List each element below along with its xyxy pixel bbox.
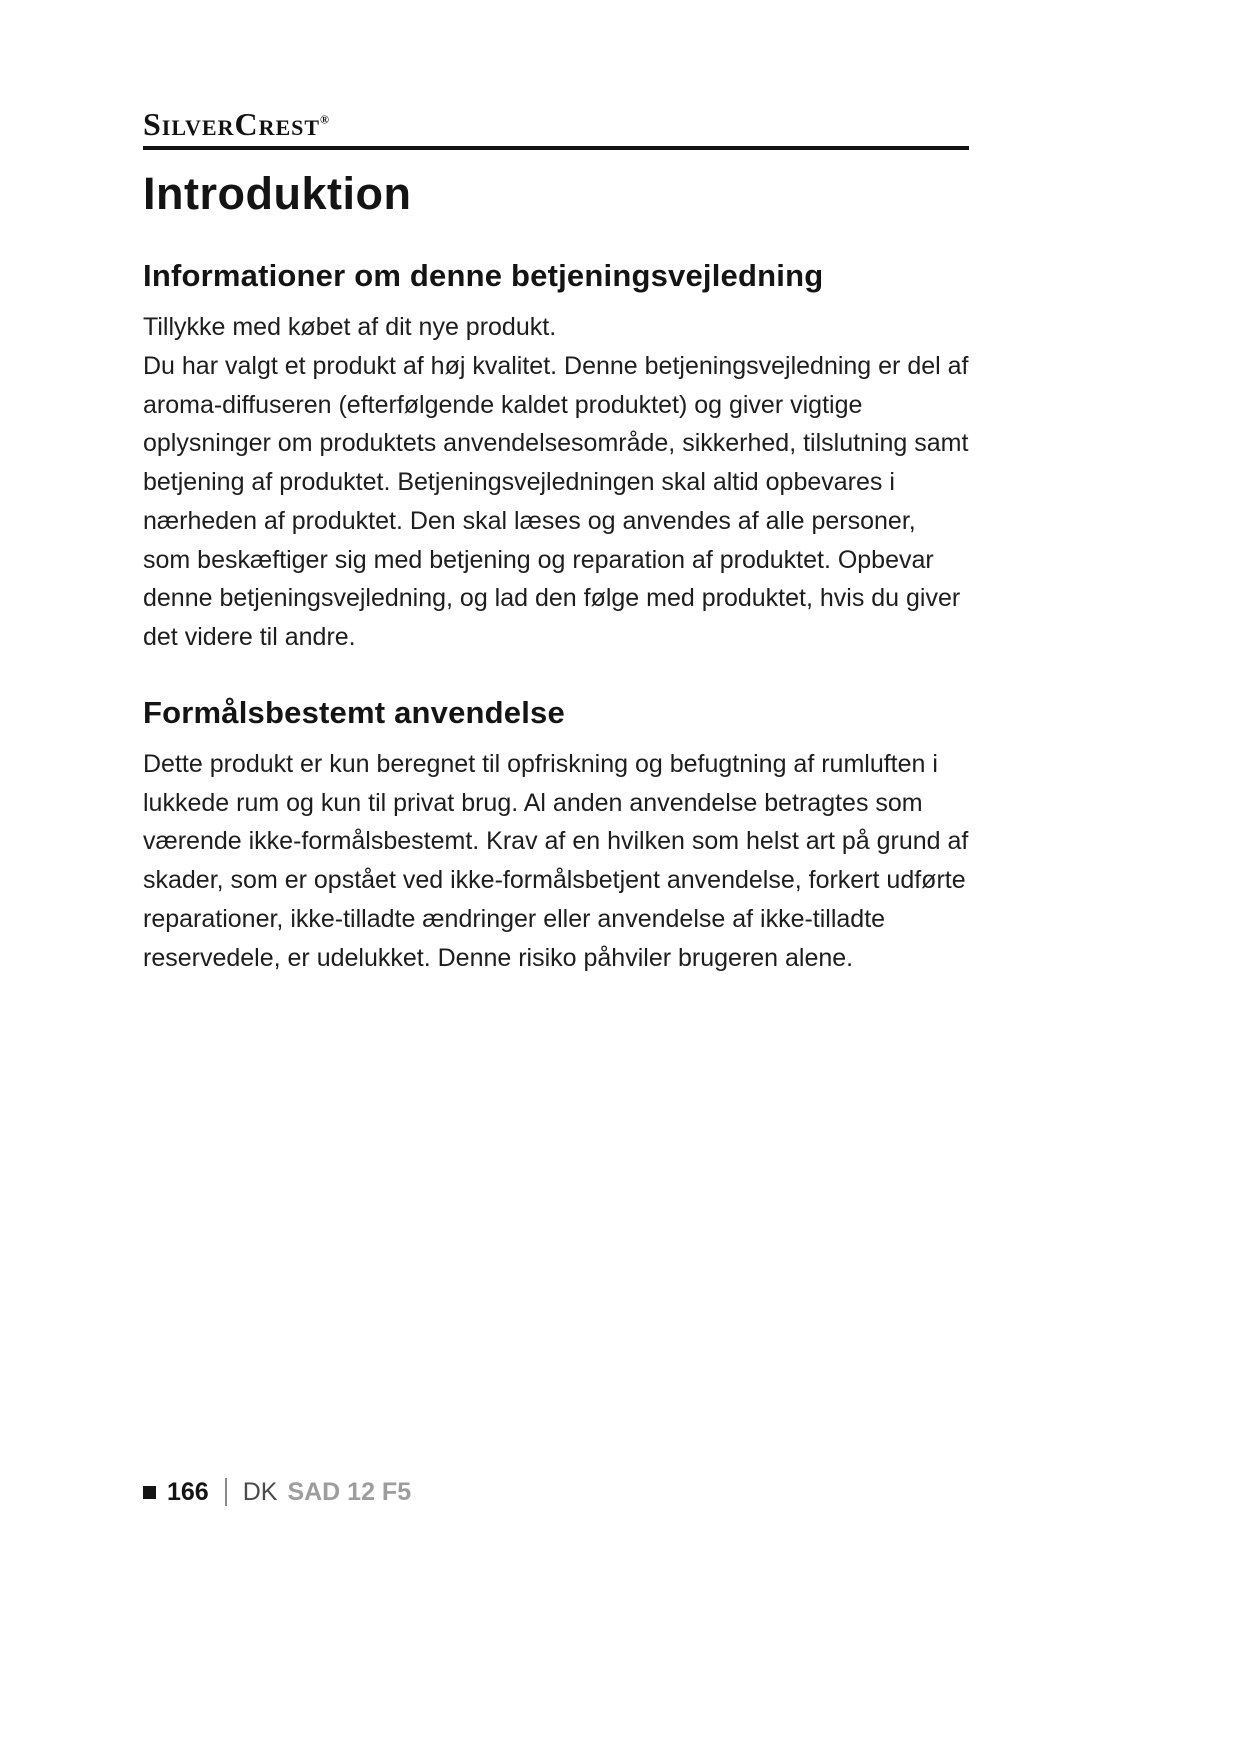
section-introduction-info <box>143 258 969 657</box>
model-number: SAD 12 F5 <box>287 1477 412 1506</box>
section-heading: Informationer om denne betjeningsvejledning <box>143 258 824 293</box>
registered-trademark-icon: ® <box>320 112 330 127</box>
header-rule <box>143 146 969 150</box>
paragraph: Du har valgt et produkt af høj kvalitet. Denne betjeningsvejledning er del af aroma-diffuseren (efterfølgende kaldet produktet) og giver vigtige oplysninger om produktets anvendelsesområde, sikkerhed, tilslutning samt betjening af produktet. Betjeningsvejledningen skal altid opbevares i nærheden af produktet. Den skal læses og anvendes af alle personer, som beskæftiger sig med betjening og reparation af produktet. Opbevar denne betjeningsvejledning, og lad den følge med produktet, hvis du giver det videre til andre. <box>143 351 969 651</box>
page-title: Introduktion <box>143 168 412 219</box>
section-intended-use <box>143 695 969 978</box>
footer-divider <box>225 1478 227 1506</box>
brand-logo-text: SilverCrest <box>143 106 321 142</box>
section-heading: Formålsbestemt anvendelse <box>143 694 565 730</box>
page-number: 166 <box>167 1477 209 1506</box>
paragraph: Dette produkt er kun beregnet til opfriskning og befugtning af rumluften i lukkede rum og kun til privat brug. Al anden anvendelse betragtes som værende ikke-formålsbestemt. Krav af en hvilken som helst art på grund af skader, som er opstået ved ikke-formålsbetjent anvendelse, forkert udførte reparationer, ikke-tilladte ændringer eller anvendelse af ikke-tilladte reservedele, er udelukket. Denne risiko påhviler brugeren alene. <box>143 749 969 972</box>
page-content <box>143 108 969 977</box>
footer-square-icon <box>143 1486 156 1499</box>
country-code: DK <box>242 1477 278 1506</box>
paragraph: Tillykke med købet af dit nye produkt. <box>143 313 557 341</box>
brand-logo <box>143 108 969 140</box>
page-footer <box>143 1478 411 1506</box>
